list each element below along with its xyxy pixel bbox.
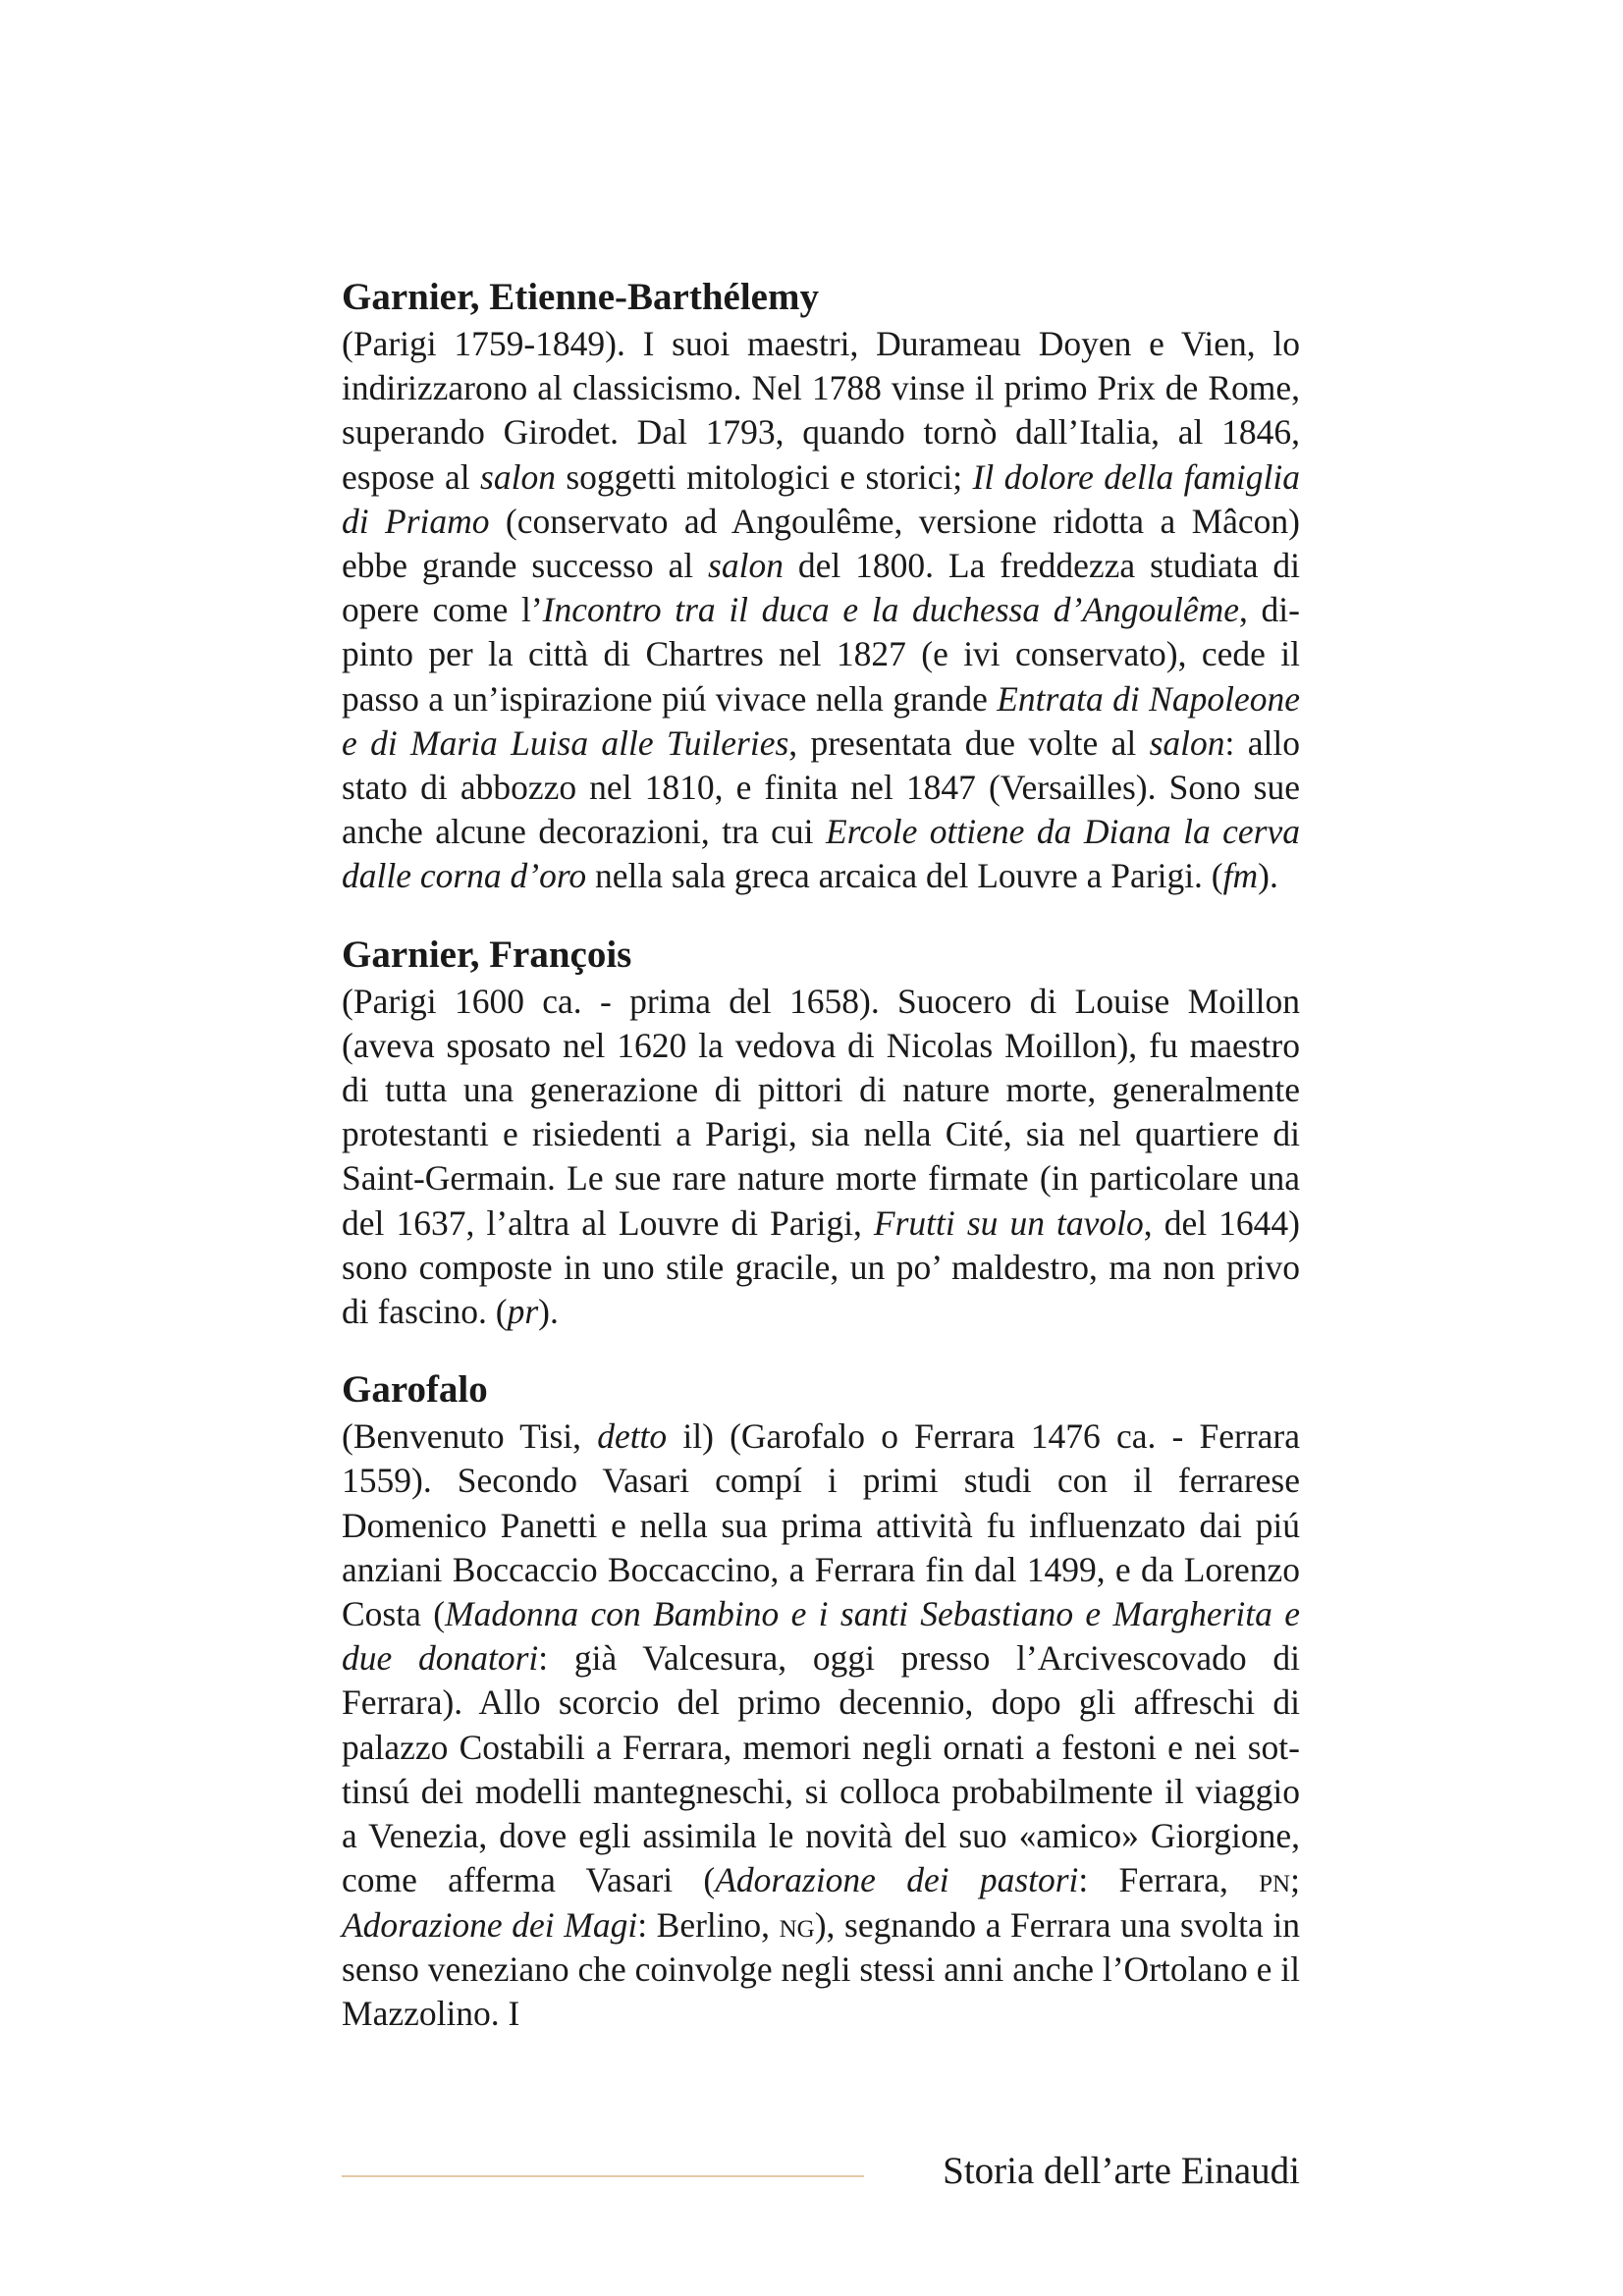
entry-garnier-francois [342,933,1300,1335]
entry-title: Garnier, François [342,933,632,976]
footer-publisher: Storia dell’arte Einaudi [943,2150,1300,2192]
entry-body [342,980,1300,1335]
italic-run: Entrata di Napoleone e di Maria Luisa alle Tuileries [342,678,1300,763]
italic-run: Adorazione dei Magi [342,1904,638,1945]
text-run: : Berlino, [637,1904,780,1945]
text-run: del 1800. La freddezza studiata di opere come l’ [342,546,1300,630]
entry-garnier-etienne [342,275,1300,899]
text-run: soggetti mitologici e storici; [555,456,973,497]
footer-rule [342,2175,864,2177]
text-run: ). [1258,856,1278,896]
text-run: (Benvenuto Tisi, [342,1416,598,1457]
text-run: ; [1290,1860,1300,1900]
text-run: : già Valcesura, oggi presso l’Arcivescovado di Ferrara). Allo scorcio del primo decennio, dopo gli affreschi di palazzo Costabili a Ferrara, memori negli ornati a festoni e nei sottinsú dei modelli mantegneschi, si colloca probabilmente il viaggio a Venezia, dove egli assimila le novità del suo «amico» Giorgione, come afferma Vasari ( [342,1638,1300,1900]
text-run: : Ferrara, [1078,1860,1260,1900]
text-run: (Parigi 1759-1849). I suoi maestri, Durameau Doyen e Vien, lo indirizzarono al classicismo. Nel 1788 vinse il primo Prix de Rome, superando Girodet. Dal 1793, quando tornò dall’Italia, al 1846, espose al [342,324,1300,497]
text-run: , dipinto per la città di Chartres nel 1827 (e ivi conservato), cede il passo a un’ispirazione piú vivace nella grande [342,590,1300,719]
text-run: (Parigi 1600 ca. - prima del 1658). Suocero di Louise Moillon (aveva sposato nel 1620 la vedova di Nicolas Moillon), fu maestro di tutta una generazione di pittori di nature morte, generalmente protestanti e risiedenti a Parigi, sia nella Cité, sia nel quartiere di Saint-Germain. Le sue rare nature morte firmate (in particolare una del 1637, l’altra al Louvre di Parigi, [342,981,1300,1243]
entry-title: Garnier, Etienne-Barthélemy [342,276,819,318]
italic-run: Adorazione dei pastori [715,1860,1079,1900]
smallcaps-run: pn [1259,1860,1291,1900]
italic-run: salon [1149,722,1225,763]
page-footer [342,2146,1300,2197]
text-run: nella sala greca arcaica del Louvre a Parigi. ( [586,856,1223,896]
italic-run: Frutti su un tavolo [873,1202,1144,1243]
smallcaps-run: ng [779,1904,815,1945]
entry-title: Garofalo [342,1368,488,1412]
italic-run: Incontro tra il duca e la duchessa d’Angoulême [542,590,1240,630]
text-run: , del 1644) sono composte in uno stile gracile, un po’ maldestro, ma non privo di fascino. ( [342,1202,1300,1332]
text-run: ), segnando a Ferrara una svolta in senso veneziano che coinvolge negli stessi anni anche l’Ortolano e il Mazzolino. I [342,1904,1300,2033]
text-run: , presentata due volte al [788,722,1150,763]
entry-body [342,322,1300,899]
italic-run: fm [1222,856,1259,896]
page-content [342,275,1300,2036]
italic-run: detto [597,1416,668,1457]
text-run: ). [538,1292,559,1332]
italic-run: Madonna con Bambino e i santi Sebastiano e Margherita e due donatori [342,1594,1300,1679]
italic-run: Ercole ottiene da Diana la cerva dalle corna d’oro [342,812,1300,896]
text-run: (conservato ad Angoulême, versione ridotta a Mâcon) ebbe grande successo al [342,501,1300,586]
entry-garofalo [342,1367,1300,2036]
italic-run: salon [480,456,556,497]
italic-run: salon [708,546,784,586]
text-run: il) (Garofalo o Ferrara 1476 ca. - Ferrara 1559). Secondo Vasari compí i primi studi con il ferrarese Domenico Panetti e nella sua prima attività fu influenzato dai piú anziani Boccaccio Boccaccino, a Ferrara fin dal 1499, e da Lorenzo Costa ( [342,1416,1300,1634]
text-run: : allo stato di abbozzo nel 1810, e finita nel 1847 (Versailles). Sono sue anche alcune decorazioni, tra cui [342,722,1300,852]
italic-run: Il dolore della famiglia di Priamo [342,456,1301,541]
italic-run: pr [507,1292,539,1332]
entry-body [342,1415,1300,2036]
